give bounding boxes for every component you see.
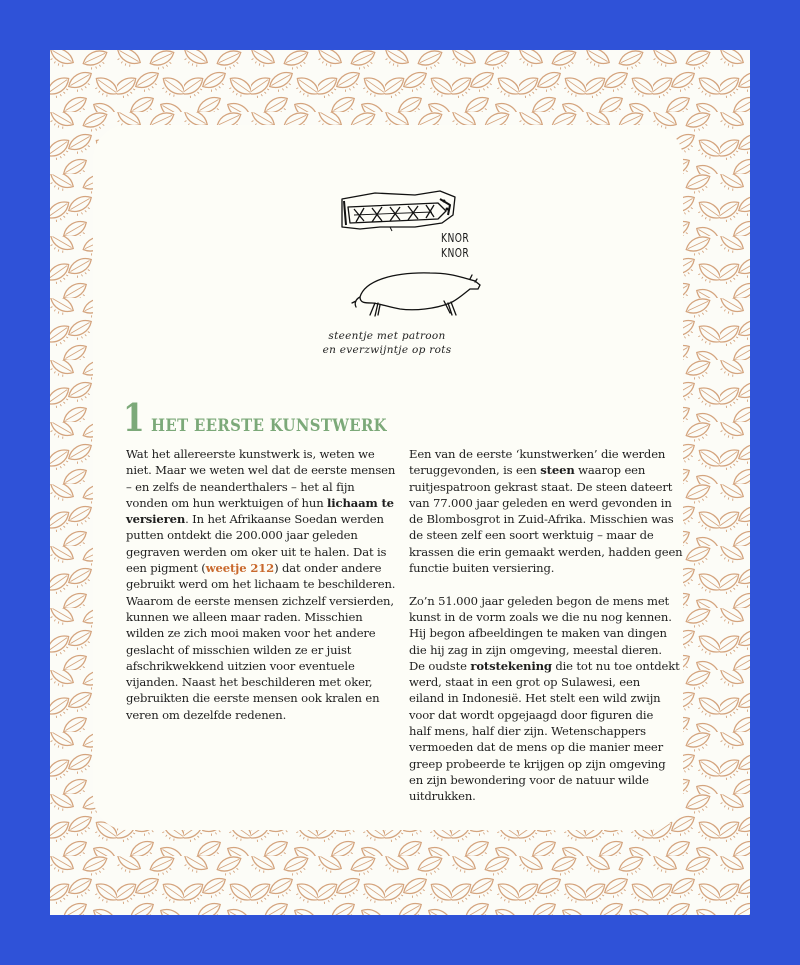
text-line [126, 690, 398, 706]
text-segment: greep probeerde te krijgen op zijn omgeving [409, 756, 666, 771]
text-line [126, 560, 398, 576]
text-segment: krassen die erin gemaakt werden, hadden geen [409, 544, 683, 559]
text-segment: gegraven werden om oker uit te halen. Dat is [126, 544, 387, 559]
text-line [409, 560, 694, 576]
text-line [126, 609, 398, 625]
text-segment: waarop een [574, 463, 646, 478]
text-segment: uitdrukken. [409, 789, 476, 804]
text-line [126, 576, 398, 592]
text-segment: die hij zag in zijn omgeving, meestal dieren. [409, 642, 662, 657]
text-line [126, 544, 398, 560]
caption-line: en everzwijntje op rots [322, 344, 452, 356]
text-segment: afschrikwekkend uitzien voor eventuele [126, 658, 355, 673]
text-line [409, 446, 694, 462]
text-line [409, 642, 694, 658]
text-segment: putten ontdekt die 200.000 jaar geleden [126, 528, 358, 543]
text-segment: veren om dezelfde redenen. [126, 707, 287, 722]
left-column [126, 446, 398, 739]
text-line [409, 544, 694, 560]
text-segment: die tot nu toe ontdekt [551, 658, 680, 673]
bold-term: steen [540, 463, 575, 478]
text-line [126, 642, 398, 658]
text-line [409, 593, 694, 609]
text-segment: gebruikt werd om het lichaam te beschilderen. [126, 577, 396, 592]
text-segment: voor dat wordt opgejaagd door figuren die [409, 707, 654, 722]
text-segment: functie buiten versiering. [409, 561, 555, 576]
paragraph [126, 446, 398, 723]
text-line [126, 527, 398, 543]
text-line [409, 772, 694, 788]
caption-line: steentje met patroon [328, 330, 446, 342]
text-segment: half mens, half dier zijn. Wetenschappers [409, 724, 646, 739]
text-line [409, 658, 694, 674]
paragraph [409, 593, 694, 805]
text-segment: kunst in de vorm zoals we die nu nog kennen. [409, 609, 672, 624]
bold-term: versieren [126, 512, 186, 527]
text-line [126, 446, 398, 462]
illustration-caption [312, 329, 462, 357]
text-segment: eiland in Indonesië. Het stelt een wild zwijn [409, 691, 661, 706]
text-segment: teruggevonden, is een [409, 463, 541, 478]
text-line [126, 625, 398, 641]
text-segment: en zijn bewondering voor de natuur wilde [409, 772, 649, 787]
text-line [409, 495, 694, 511]
text-line [409, 739, 694, 755]
text-line [126, 593, 398, 609]
text-line [126, 479, 398, 495]
text-line [409, 625, 694, 641]
text-segment: kunnen we alleen maar raden. Misschien [126, 609, 363, 624]
text-segment: wilden ze zich mooi maken voor het andere [126, 626, 376, 641]
text-line [409, 674, 694, 690]
text-segment: niet. Maar we weten wel dat de eerste mensen [126, 463, 396, 478]
text-line [409, 511, 694, 527]
text-segment: Wat het allereerste kunstwerk is, weten we [126, 447, 375, 461]
text-line [126, 495, 398, 511]
cross-reference-link[interactable]: weetje 212 [205, 561, 275, 576]
text-segment: de steen zelf een soort werktuig – maar de [409, 528, 654, 543]
text-line [409, 609, 694, 625]
text-segment: . In het Afrikaanse Soedan werden [185, 512, 384, 527]
text-segment: – en zelfs de neanderthalers – het al fijn [126, 479, 355, 494]
text-line [126, 511, 398, 527]
book-page [50, 50, 750, 915]
text-line [409, 723, 694, 739]
knor-line: KNOR [441, 246, 470, 260]
right-column [409, 446, 694, 821]
text-line [409, 479, 694, 495]
text-segment: een pigment ( [126, 561, 206, 576]
section-number: 1 [123, 395, 145, 440]
text-line [409, 756, 694, 772]
text-segment: ruitjespatroon gekrast staat. De steen dateert [409, 479, 673, 494]
text-line [126, 674, 398, 690]
section-heading [123, 395, 413, 440]
section-title: HET EERSTE KUNSTWERK [151, 416, 387, 435]
paragraph [409, 446, 694, 576]
bold-term: rotstekening [470, 658, 552, 673]
text-segment: vermoeden dat de mens op die manier meer [409, 740, 664, 755]
text-line [126, 462, 398, 478]
text-segment: vijanden. Naast het beschilderen met oker, [126, 675, 373, 690]
text-line [409, 788, 694, 804]
knor-line: KNOR [441, 231, 470, 245]
text-line [126, 658, 398, 674]
text-segment: Een van de eerste ‘kunstwerken’ die werden [409, 447, 666, 461]
text-line [126, 707, 398, 723]
text-segment: werd, staat in een grot op Sulawesi, een [409, 675, 641, 690]
text-segment: gebruikten die eerste mensen ook kralen en [126, 691, 380, 706]
boar-drawing-icon [352, 273, 480, 316]
text-segment: Zo’n 51.000 jaar geleden begon de mens met [409, 593, 670, 608]
text-segment: De oudste [409, 658, 471, 673]
sound-effect-text [441, 231, 469, 261]
text-segment: van 77.000 jaar geleden en werd gevonden in [409, 495, 672, 510]
text-line [409, 462, 694, 478]
text-segment: Hij begon afbeeldingen te maken van dingen [409, 626, 667, 641]
text-line [409, 690, 694, 706]
text-segment: geslacht of misschien wilden ze er juist [126, 642, 352, 657]
text-line [409, 707, 694, 723]
text-segment: Waarom de eerste mensen zichzelf versierden, [126, 593, 394, 608]
text-line [409, 527, 694, 543]
text-segment: ) dat onder andere [274, 561, 382, 576]
bold-term: lichaam te [327, 495, 394, 510]
text-segment: vonden om hun werktuigen of hun [126, 495, 328, 510]
stone-with-crosshatch-icon [342, 191, 455, 231]
text-segment: de Blombosgrot in Zuid-Afrika. Misschien was [409, 512, 674, 527]
